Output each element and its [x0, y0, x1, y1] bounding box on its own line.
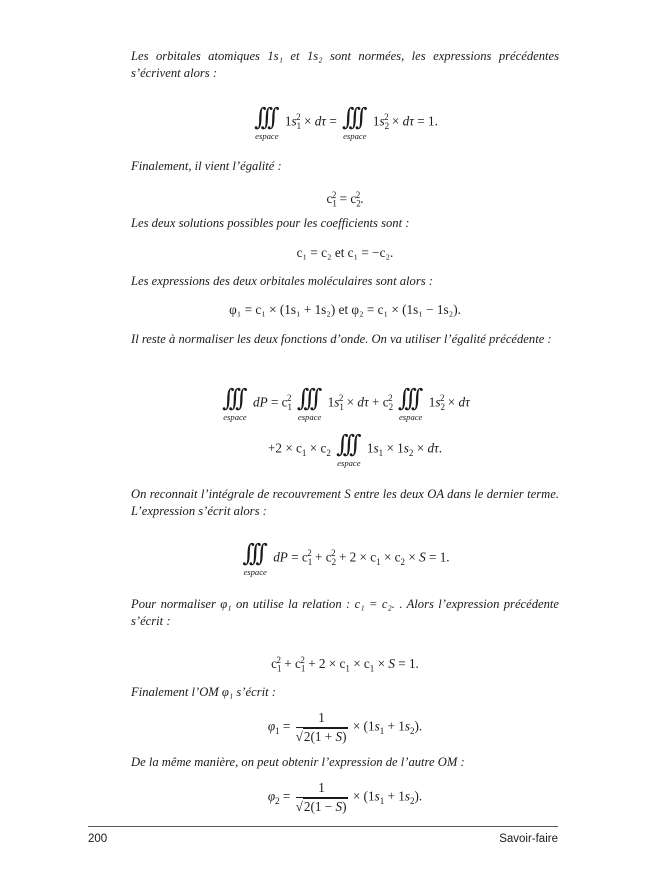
section-title: Savoir-faire: [499, 833, 558, 845]
triple-integral: ∫∫∫ espace: [242, 539, 267, 577]
paragraph-4: Les expressions des deux orbitales moléculaires sont alors :: [131, 274, 433, 288]
equation-solutions: c₁ = c₂ et c₁ = −c₂.: [296, 245, 394, 260]
equation-dp-line-2: $+2 \times c_1 \times c_2$ ∫∫∫ espace $1s_1 \times 1s_2 \times d\tau$.: [268, 430, 443, 468]
paragraph-2: Finalement, il vient l’égalité :: [131, 159, 282, 173]
paragraph-9: De la même manière, on peut obtenir l’expression de l’autre OM :: [131, 755, 465, 769]
equation-overlap: ∫∫∫ espace dP = $c_1^2 + c_2^2 + 2 \times c_1 \times c_2 \times S = 1$.: [242, 539, 450, 577]
page-number: 200: [88, 833, 108, 845]
paragraph-1: Les orbitales atomiques 1s₁ et 1s₂ sont normées, les expressions précédentes s’écrivent alors :: [131, 49, 559, 80]
equation-normalization: ∫∫∫ espace $1s_1^2 \times d\tau$ = ∫∫∫ espace $1s_2^2 \times d\tau = 1$.: [254, 103, 438, 141]
triple-integral: ∫∫∫ espace: [296, 384, 322, 422]
paragraph-7: Pour normaliser φ₁ on utilise la relation : c₁ = c₂. . Alors l’expression précédente s’écrit :: [131, 597, 559, 628]
triple-integral: ∫∫∫ espace: [254, 103, 279, 141]
equation-normalize-phi1: $c_1^2 + c_1^2 + 2 \times c_1 \times c_1 \times S = 1$.: [271, 654, 419, 674]
paragraph-3: Les deux solutions possibles pour les coefficients sont :: [131, 216, 410, 230]
paragraph-6: On reconnait l’intégrale de recouvrement S entre les deux OA dans le dernier terme. L’expression s’écrit alors :: [131, 487, 559, 518]
triple-integral: ∫∫∫ espace: [336, 430, 361, 468]
paragraph-5: Il reste à normaliser les deux fonctions d’onde. On va utiliser l’égalité précédente :: [131, 332, 552, 346]
equation-coefficients-squared: $c_1^2 = c_2^2$.: [326, 189, 364, 209]
triple-integral: ∫∫∫ espace: [342, 103, 367, 141]
equation-phi2: $\varphi_2$ = $\frac{1}{√2(1 - S)}$ × $(1s_1 + 1s_2)$.: [267, 780, 423, 814]
footer-divider: [88, 826, 558, 827]
equation-phi1: $\varphi_1$ = $\frac{1}{√2(1 + S)}$ × $(1s_1 + 1s_2)$.: [267, 710, 423, 744]
equation-dp-line-1: ∫∫∫ espace dP = $c_1^2$ ∫∫∫ espace $1s_1^2 \times d\tau + c_2^2$ ∫∫∫ espace $1s_2^2 \times d\tau$: [222, 384, 470, 422]
equation-molecular-orbitals: φ₁ = c₁ × (1s₁ + 1s₂) et φ₂ = c₁ × (1s₁ − 1s₂).: [229, 302, 461, 317]
triple-integral: ∫∫∫ espace: [397, 384, 423, 422]
paragraph-8: Finalement l’OM φ₁ s’écrit :: [131, 685, 276, 699]
triple-integral: ∫∫∫ espace: [222, 384, 247, 422]
